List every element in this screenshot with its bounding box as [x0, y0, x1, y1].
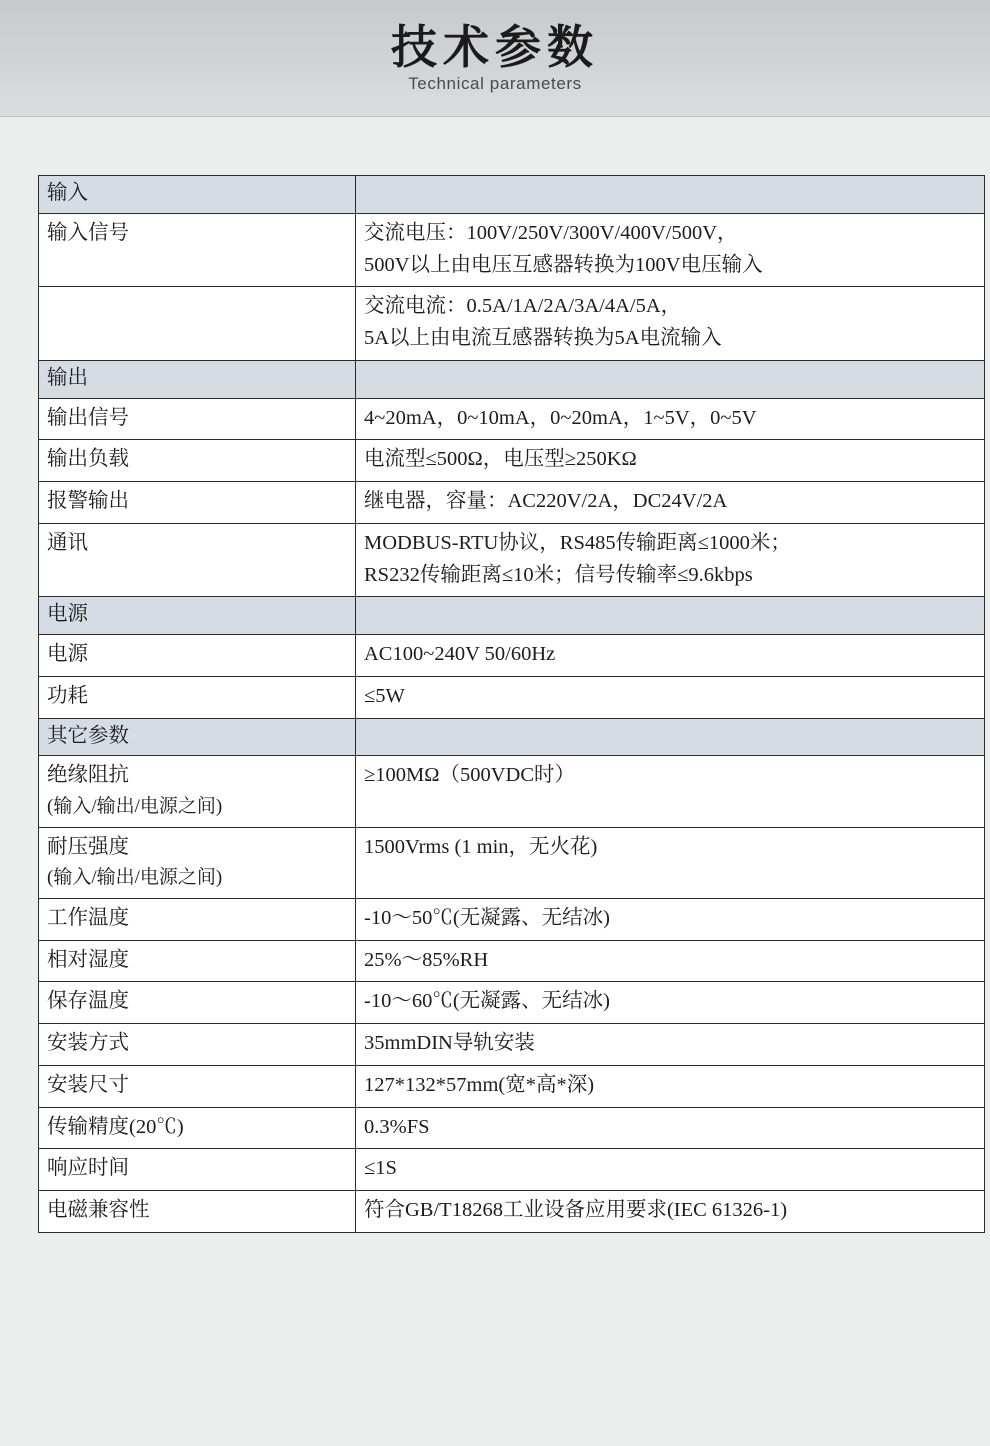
- label-text: 电磁兼容性: [47, 1199, 150, 1222]
- table-cell-label: [39, 1191, 356, 1233]
- table-cell-value: [356, 213, 985, 287]
- value-line-1: 电流型≤500Ω，电压型≥250KΩ: [364, 448, 637, 471]
- table-cell-value: [356, 1191, 985, 1233]
- table-row: [39, 1149, 985, 1191]
- table-cell-label: [39, 1107, 356, 1149]
- table-row: [39, 287, 985, 361]
- table-cell-value: [356, 1149, 985, 1191]
- page-subtitle: Technical parameters: [408, 74, 582, 94]
- label-subtext: (输入/输出/电源之间): [47, 867, 223, 889]
- table-row: [39, 898, 985, 940]
- table-row: [39, 213, 985, 287]
- table-row: [39, 440, 985, 482]
- table-row: [39, 676, 985, 718]
- table-section-row: [39, 176, 985, 214]
- value-line-1: -10～50℃(无凝露、无结冰): [364, 906, 610, 929]
- value-line-1: MODBUS-RTU协议，RS485传输距离≤1000米；: [364, 531, 791, 554]
- table-cell-label: [39, 440, 356, 482]
- value-line-1: 1500Vrms (1 min，无火花): [364, 835, 598, 858]
- label-text: 通讯: [47, 531, 88, 554]
- table-cell-value: [356, 898, 985, 940]
- label-text: 输出信号: [47, 406, 129, 429]
- table-cell-value: [356, 940, 985, 982]
- table-cell-value: [356, 756, 985, 827]
- value-line-1: 25%～85%RH: [364, 948, 489, 971]
- table-cell-value: [356, 982, 985, 1024]
- table-cell-value: [356, 1024, 985, 1066]
- table-cell-value: [356, 827, 985, 898]
- value-line-2: RS232传输距离≤10米；信号传输率≤9.6kbps: [364, 563, 753, 586]
- label-text: 安装方式: [47, 1032, 129, 1055]
- table-row: [39, 1107, 985, 1149]
- table-row: [39, 827, 985, 898]
- table-cell-value: [356, 597, 985, 635]
- value-line-2: 5A以上由电流互感器转换为5A电流输入: [364, 327, 722, 350]
- label-text: 工作温度: [47, 906, 129, 929]
- table-cell-value: [356, 1065, 985, 1107]
- value-line-1: -10～60℃(无凝露、无结冰): [364, 990, 610, 1013]
- table-row: [39, 1191, 985, 1233]
- label-text: 其它参数: [47, 724, 129, 747]
- table-cell-label: [39, 1065, 356, 1107]
- value-line-1: 交流电压：100V/250V/300V/400V/500V，: [364, 221, 738, 244]
- value-line-1: ≥100MΩ（500VDC时）: [364, 764, 575, 787]
- table-cell-value: [356, 718, 985, 756]
- technical-parameters-table: [38, 175, 985, 1233]
- spec-table-wrapper: [0, 117, 990, 1233]
- table-row: [39, 635, 985, 677]
- table-cell-value: [356, 1107, 985, 1149]
- label-text: 输入: [47, 182, 88, 204]
- table-cell-label: [39, 718, 356, 756]
- label-text: 电源: [47, 643, 88, 666]
- table-cell-label: [39, 940, 356, 982]
- table-cell-label: [39, 982, 356, 1024]
- table-row: [39, 523, 985, 597]
- value-line-1: ≤1S: [364, 1157, 397, 1180]
- value-line-1: 127*132*57mm(宽*高*深): [364, 1073, 595, 1096]
- label-text: 相对湿度: [47, 948, 129, 971]
- table-cell-value: [356, 482, 985, 524]
- table-cell-value: [356, 635, 985, 677]
- label-text: 耐压强度: [47, 835, 129, 858]
- table-row: [39, 1024, 985, 1066]
- table-cell-value: [356, 360, 985, 398]
- value-line-2: 500V以上由电压互感器转换为100V电压输入: [364, 253, 763, 276]
- label-text: 报警输出: [47, 490, 129, 513]
- value-line-1: AC100~240V 50/60Hz: [364, 643, 556, 666]
- table-row: [39, 982, 985, 1024]
- table-cell-label: [39, 635, 356, 677]
- label-text: 功耗: [47, 684, 88, 707]
- value-line-1: 4~20mA，0~10mA，0~20mA，1~5V，0~5V: [364, 406, 757, 429]
- table-cell-value: [356, 398, 985, 440]
- label-text: 绝缘阻抗: [47, 764, 129, 787]
- table-cell-label: [39, 1149, 356, 1191]
- table-cell-label: [39, 398, 356, 440]
- table-row: [39, 1065, 985, 1107]
- table-cell-value: [356, 523, 985, 597]
- table-cell-label: [39, 523, 356, 597]
- table-cell-value: [356, 176, 985, 214]
- label-text: 输入信号: [47, 221, 129, 244]
- label-text: 输出负载: [47, 448, 129, 471]
- table-cell-label: [39, 213, 356, 287]
- value-line-1: 符合GB/T18268工业设备应用要求(IEC 61326-1): [364, 1199, 788, 1222]
- table-cell-value: [356, 440, 985, 482]
- value-line-1: 继电器，容量：AC220V/2A，DC24V/2A: [364, 490, 728, 513]
- table-cell-label: [39, 597, 356, 635]
- table-cell-value: [356, 676, 985, 718]
- table-section-row: [39, 718, 985, 756]
- table-section-row: [39, 360, 985, 398]
- label-text: 电源: [47, 603, 88, 626]
- value-line-1: 0.3%FS: [364, 1115, 430, 1138]
- table-row: [39, 482, 985, 524]
- table-row: [39, 756, 985, 827]
- table-cell-value: [356, 287, 985, 361]
- table-row: [39, 398, 985, 440]
- label-text: 保存温度: [47, 990, 129, 1013]
- table-cell-label: [39, 482, 356, 524]
- value-line-1: 35mmDIN导轨安装: [364, 1032, 535, 1055]
- table-cell-label: [39, 676, 356, 718]
- label-text: 响应时间: [47, 1157, 129, 1180]
- table-cell-label: [39, 756, 356, 827]
- table-cell-label: [39, 360, 356, 398]
- page-header: [0, 0, 990, 117]
- table-cell-label: [39, 176, 356, 214]
- table-cell-label: [39, 898, 356, 940]
- label-subtext: (输入/输出/电源之间): [47, 796, 223, 818]
- label-text: 输出: [47, 366, 88, 389]
- label-text: 传输精度(20℃): [47, 1115, 184, 1138]
- table-cell-label: [39, 287, 356, 361]
- label-text: 安装尺寸: [47, 1073, 129, 1096]
- table-cell-label: [39, 827, 356, 898]
- table-section-row: [39, 597, 985, 635]
- page-title: 技术参数: [391, 19, 599, 74]
- value-line-1: 交流电流：0.5A/1A/2A/3A/4A/5A，: [364, 295, 682, 318]
- table-cell-label: [39, 1024, 356, 1066]
- value-line-1: ≤5W: [364, 684, 405, 707]
- table-row: [39, 940, 985, 982]
